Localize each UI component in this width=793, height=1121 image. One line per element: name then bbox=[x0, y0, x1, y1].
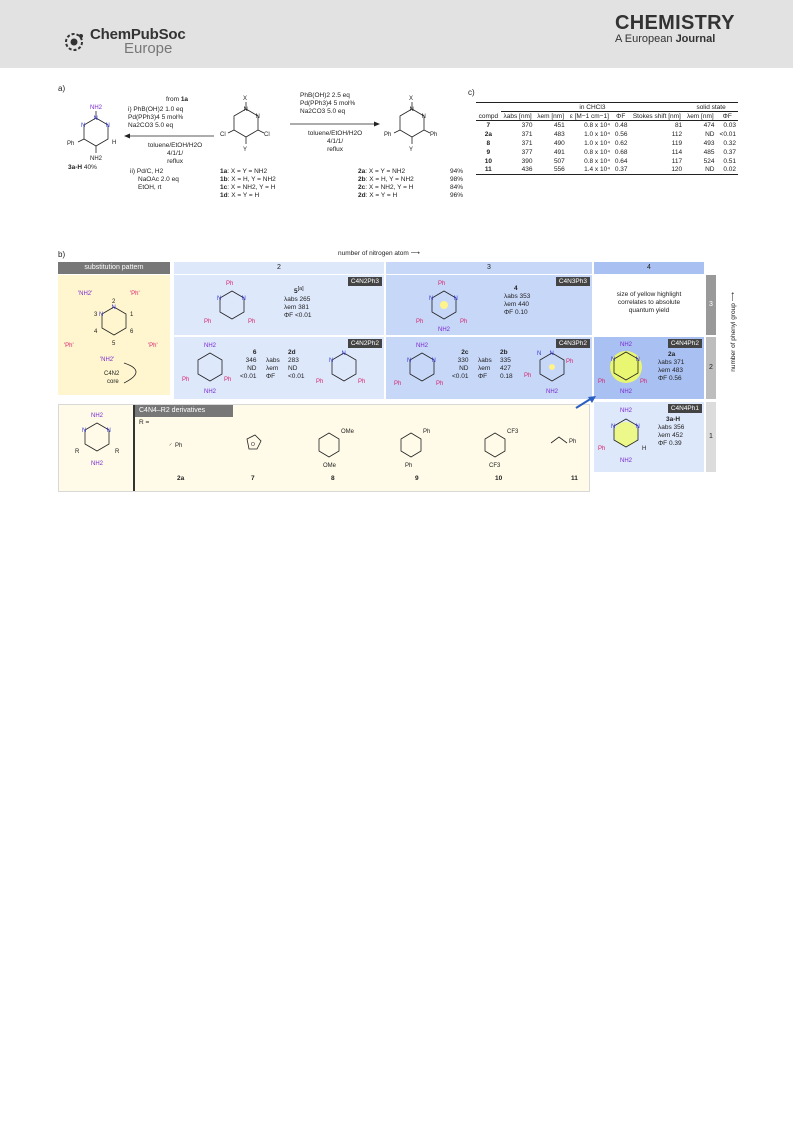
table-cell: 491 bbox=[553, 148, 565, 156]
table-cell: 0.68 bbox=[614, 148, 628, 156]
svg-text:2: 2 bbox=[112, 299, 116, 305]
svg-text:N: N bbox=[82, 428, 87, 434]
table-row bbox=[476, 157, 738, 166]
left-conditions-i: i) PhB(OH)2 1.0 eq Pd(PPh3)4 5 mol% Na2CO3 5.0 eq bbox=[128, 106, 184, 129]
svg-text:Ph: Ph bbox=[316, 379, 324, 385]
svg-text:H: H bbox=[642, 446, 647, 452]
derivative-substituents bbox=[139, 419, 589, 489]
svg-text:Ph: Ph bbox=[438, 281, 446, 287]
r-equals: R = bbox=[139, 419, 150, 426]
core-diagram bbox=[58, 275, 170, 395]
svg-text:Y: Y bbox=[243, 147, 248, 153]
svg-text:N: N bbox=[409, 107, 414, 113]
table-cell: 0.51 bbox=[723, 157, 736, 165]
row-header-2: 2 bbox=[706, 337, 716, 399]
svg-text:Ph: Ph bbox=[416, 319, 424, 325]
deriv-id-8: 8 bbox=[331, 475, 335, 482]
svg-text:Ph: Ph bbox=[67, 141, 75, 147]
table-cell: 0.64 bbox=[614, 157, 628, 165]
svg-text:X: X bbox=[243, 96, 248, 102]
table-cell: 474 bbox=[684, 121, 716, 130]
svg-text:Cl: Cl bbox=[264, 132, 270, 138]
svg-text:Ph: Ph bbox=[394, 381, 402, 387]
svg-text:NH2: NH2 bbox=[204, 389, 217, 395]
svg-text:4: 4 bbox=[94, 329, 98, 335]
table-cell: 0.37 bbox=[723, 148, 736, 156]
row-header-1: 1 bbox=[706, 402, 716, 472]
panel-a-scheme bbox=[58, 84, 468, 249]
chempubsoc-emblem-icon bbox=[62, 30, 86, 54]
journal-header bbox=[0, 0, 793, 68]
svg-text:N: N bbox=[105, 123, 110, 129]
svg-text:OMe: OMe bbox=[341, 429, 355, 435]
table-cell: 114 bbox=[671, 148, 683, 156]
table-cell: 1.0 x 10⁴ bbox=[584, 139, 610, 147]
svg-text:Ph: Ph bbox=[405, 463, 413, 469]
table-cell: 11 bbox=[476, 166, 501, 175]
panel-c-label: c) bbox=[468, 88, 475, 97]
svg-text:N: N bbox=[611, 357, 616, 363]
table-cell: 0.62 bbox=[614, 139, 628, 147]
svg-text:1: 1 bbox=[130, 312, 134, 318]
svg-text:NH2: NH2 bbox=[620, 389, 633, 395]
row-header-3: 3 bbox=[706, 275, 716, 335]
svg-text:Ph: Ph bbox=[248, 319, 256, 325]
svg-text:NH2: NH2 bbox=[204, 343, 217, 349]
molecule-starting-material bbox=[220, 92, 274, 162]
svg-text:N: N bbox=[431, 358, 436, 364]
table-cell: 1.4 x 10⁴ bbox=[567, 166, 612, 175]
svg-text:Ph: Ph bbox=[423, 429, 431, 435]
photophysical-table: in CHCl3 solid state compd λabs [nm] λem [nm] ε [M−1 cm−1] ΦF Stokes shift [nm] λem [nm] ΦF 7 370 451 0.8 x 10⁴ 0.48 81 474 0.03 2a 371 483 1.0 x 10⁴ 0.56 112 ND <0.01 8 371 490 1.0 x 10⁴ 0.62 119 493 0.32 9 377 491 0.8 x 10⁴ 0.68 114 485 0.37 10 390 507 0.8 x 10⁴ 0.64 117 524 0.51 11 436 556 1.4 x 10⁴ 0.37 120 ND 0.02 bbox=[476, 102, 738, 175]
table-cell: 370 bbox=[501, 121, 535, 130]
table-cell: 436 bbox=[501, 166, 535, 175]
table-cell: 524 bbox=[703, 157, 715, 165]
svg-text:Ph: Ph bbox=[430, 132, 438, 138]
cell-c4n2ph3: C4N2Ph3 Ph N N Ph Ph 5[a] λabs 265 λem 381 ΦF <0.01 bbox=[174, 275, 384, 335]
table-cell: 2a bbox=[484, 130, 492, 138]
figure bbox=[58, 84, 738, 514]
table-row bbox=[476, 139, 738, 148]
col-header-2: 2 bbox=[174, 262, 384, 274]
svg-text:Ph: Ph bbox=[358, 379, 366, 385]
svg-text:N: N bbox=[635, 357, 640, 363]
table-cell: 0.03 bbox=[716, 121, 738, 130]
table-cell: 371 bbox=[521, 139, 533, 147]
svg-text:N: N bbox=[341, 351, 346, 357]
left-conditions-ii: ii) Pd/C, H2 NaOAc 2.0 eq EtOH, rt bbox=[130, 168, 179, 191]
svg-text:'Ph': 'Ph' bbox=[148, 343, 158, 349]
table-cell: 485 bbox=[703, 148, 715, 156]
table-cell: 0.37 bbox=[612, 166, 630, 175]
table-cell: 10 bbox=[484, 157, 492, 165]
svg-text:R: R bbox=[115, 449, 120, 455]
svg-text:N: N bbox=[429, 296, 434, 302]
derivatives-panel bbox=[58, 404, 590, 492]
svg-text:Ph: Ph bbox=[640, 379, 648, 385]
publisher-name: ChemPubSoc bbox=[90, 26, 186, 43]
svg-text:N: N bbox=[453, 296, 458, 302]
svg-text:Ph: Ph bbox=[175, 443, 183, 449]
svg-text:N: N bbox=[611, 424, 616, 430]
svg-text:Ph: Ph bbox=[436, 381, 444, 387]
table-cell: 120 bbox=[630, 166, 685, 175]
svg-text:Ph: Ph bbox=[182, 377, 190, 383]
table-cell: ND bbox=[705, 130, 715, 138]
table-cell: 390 bbox=[521, 157, 533, 165]
svg-text:OMe: OMe bbox=[323, 463, 337, 469]
svg-text:CF3: CF3 bbox=[489, 463, 501, 469]
svg-text:N: N bbox=[255, 114, 260, 120]
svg-text:N: N bbox=[106, 428, 111, 434]
svg-text:NH2: NH2 bbox=[620, 458, 633, 464]
svg-text:N: N bbox=[99, 312, 104, 318]
cell-c4n3ph3: C4N3Ph3 Ph N N Ph Ph NH2 4 λabs 353 λem 440 ΦF 0.10 bbox=[386, 275, 592, 335]
left-solvent: toluene/EtOH/H2O 4/1/1/ reflux bbox=[148, 142, 203, 165]
table-row bbox=[476, 166, 738, 175]
molecule-product-2 bbox=[386, 92, 446, 162]
axis-phenyl-label: number of phenyl group ⟶ bbox=[730, 292, 737, 372]
axis-nitrogen-label: number of nitrogen atom ⟶ bbox=[338, 250, 420, 257]
svg-text:'Ph': 'Ph' bbox=[64, 343, 74, 349]
table-cell: 483 bbox=[553, 130, 565, 138]
svg-text:Ph: Ph bbox=[226, 281, 234, 287]
svg-text:N: N bbox=[635, 424, 640, 430]
table-cell: 371 bbox=[521, 130, 533, 138]
svg-text:Ph: Ph bbox=[204, 319, 212, 325]
svg-text:NH2: NH2 bbox=[90, 105, 103, 111]
svg-text:'Ph': 'Ph' bbox=[130, 291, 140, 297]
derivatives-header: C4N4–R2 derivatives bbox=[135, 405, 233, 417]
table-body bbox=[476, 121, 738, 175]
table-cell: 556 bbox=[535, 166, 567, 175]
publisher-region: Europe bbox=[124, 40, 173, 57]
table-row bbox=[476, 130, 738, 139]
svg-text:Ph: Ph bbox=[569, 439, 577, 445]
svg-text:N: N bbox=[329, 358, 334, 364]
svg-text:NH2: NH2 bbox=[620, 408, 633, 414]
svg-text:N: N bbox=[81, 123, 86, 129]
table-cell: 81 bbox=[630, 121, 685, 130]
right-solvent: toluene/EtOH/H2O 4/1/1/ reflux bbox=[308, 130, 363, 153]
svg-text:NH2: NH2 bbox=[620, 342, 633, 348]
svg-text:NH2: NH2 bbox=[546, 389, 559, 395]
legend-note: size of yellow highlight correlates to absolute quantum yield bbox=[594, 275, 704, 335]
table-cell: 8 bbox=[486, 139, 491, 147]
deriv-id-7: 7 bbox=[251, 475, 255, 482]
journal-subtitle: A European Journal bbox=[615, 33, 716, 45]
svg-text:H: H bbox=[112, 140, 117, 146]
svg-text:core: core bbox=[107, 379, 119, 385]
svg-text:Ph: Ph bbox=[460, 319, 468, 325]
product-list: 2a: X = Y = NH2 94% 2b: X = H, Y = NH2 98% 2c: X = NH2, Y = H 84% 2d: X = Y = H 96% bbox=[358, 168, 464, 199]
svg-text:Ph: Ph bbox=[566, 359, 574, 365]
svg-text:3: 3 bbox=[94, 312, 98, 318]
table-cell: 451 bbox=[535, 121, 567, 130]
svg-text:NH2: NH2 bbox=[91, 413, 104, 419]
cell-c4n4ph1: C4N4Ph1 NH2 N N Ph H NH2 3a-H λabs 356 λem 452 ΦF 0.39 bbox=[594, 402, 704, 472]
svg-text:N: N bbox=[421, 114, 426, 120]
table-cell: 377 bbox=[521, 148, 533, 156]
group-solid-state: solid state bbox=[684, 103, 738, 112]
table-cell: 0.32 bbox=[723, 139, 736, 147]
left-reaction-arrow bbox=[124, 132, 214, 140]
table-cell: 117 bbox=[671, 157, 683, 165]
svg-text:O: O bbox=[251, 442, 255, 448]
panel-b-label: b) bbox=[58, 250, 66, 259]
svg-text:NH2: NH2 bbox=[91, 461, 104, 467]
svg-text:6: 6 bbox=[130, 329, 134, 335]
svg-text:N: N bbox=[407, 358, 412, 364]
molecule-c4n4-r2 bbox=[61, 405, 133, 491]
table-cell: 119 bbox=[671, 139, 683, 147]
svg-text:NH2: NH2 bbox=[416, 343, 429, 349]
table-cell: <0.01 bbox=[719, 130, 736, 138]
table-cell: 7 bbox=[476, 121, 501, 130]
svg-text:R: R bbox=[75, 449, 80, 455]
product-3a-h-label: 3a-H 40% bbox=[68, 164, 97, 171]
table-cell: 507 bbox=[553, 157, 565, 165]
deriv-id-10: 10 bbox=[495, 475, 503, 482]
table-cell: 112 bbox=[671, 130, 683, 138]
group-chcl3: in CHCl3 bbox=[501, 103, 684, 112]
table-cell: 490 bbox=[553, 139, 565, 147]
cell-c4n3ph2: C4N3Ph2 NH2 N N Ph Ph 2c 330 ND <0.01 λabs λem ΦF 2b 335 427 0.18 N N Ph Ph NH2 bbox=[386, 337, 592, 399]
publisher-logo bbox=[62, 28, 186, 56]
col-header-4: 4 bbox=[594, 262, 704, 274]
svg-text:N: N bbox=[111, 305, 116, 311]
table-cell: ND bbox=[684, 166, 716, 175]
table-cell: 0.02 bbox=[716, 166, 738, 175]
svg-text:Y: Y bbox=[409, 147, 414, 153]
svg-text:N: N bbox=[217, 296, 222, 302]
svg-text:'NH2': 'NH2' bbox=[100, 357, 115, 363]
svg-text:⸝: ⸝ bbox=[169, 441, 173, 447]
substitution-pattern-header: substitution pattern bbox=[58, 262, 170, 274]
svg-text:N: N bbox=[241, 296, 246, 302]
table-cell: 0.48 bbox=[612, 121, 630, 130]
deriv-id-2a: 2a bbox=[177, 475, 185, 482]
cell-c4n2ph2: C4N2Ph2 NH2 Ph Ph NH2 6 346 ND <0.01 λabs λem ΦF 2d 283 ND <0.01 N N Ph Ph bbox=[174, 337, 384, 399]
journal-logo bbox=[615, 12, 735, 45]
deriv-id-9: 9 bbox=[415, 475, 419, 482]
svg-text:CF3: CF3 bbox=[507, 429, 519, 435]
svg-text:N: N bbox=[93, 116, 98, 122]
table-cell: 9 bbox=[486, 148, 491, 156]
svg-text:Ph: Ph bbox=[598, 446, 606, 452]
svg-text:X: X bbox=[409, 96, 414, 102]
table-cell: 1.0 x 10⁴ bbox=[584, 130, 610, 138]
svg-text:'NH2': 'NH2' bbox=[78, 291, 93, 297]
svg-text:Ph: Ph bbox=[384, 132, 392, 138]
cell-c4n4ph2: C4N4Ph2 NH2 N N Ph Ph NH2 2a λabs 371 λem 483 ΦF 0.56 bbox=[594, 337, 704, 399]
deriv-id-11: 11 bbox=[571, 475, 578, 482]
table-cell: 0.8 x 10⁴ bbox=[567, 121, 612, 130]
right-reagents: PhB(OH)2 2.5 eq Pd(PPh3)4 5 mol% Na2CO3 5.0 eq bbox=[300, 92, 356, 115]
panel-b-grid bbox=[58, 250, 738, 517]
svg-text:Ph: Ph bbox=[224, 377, 232, 383]
svg-text:Ph: Ph bbox=[598, 379, 606, 385]
panel-a-label: a) bbox=[58, 84, 66, 93]
core-box bbox=[58, 275, 170, 395]
table-row bbox=[476, 121, 738, 130]
svg-text:NH2: NH2 bbox=[90, 156, 103, 162]
col-header-3: 3 bbox=[386, 262, 592, 274]
svg-text:N: N bbox=[537, 351, 542, 357]
svg-text:N: N bbox=[243, 107, 248, 113]
table-cell: 0.8 x 10⁴ bbox=[584, 157, 610, 165]
table-cell: 0.56 bbox=[614, 130, 628, 138]
table-cell: 493 bbox=[703, 139, 715, 147]
svg-text:N: N bbox=[549, 351, 554, 357]
table-cell: 0.8 x 10⁴ bbox=[584, 148, 610, 156]
starting-material-list: 1a: X = Y = NH2 1b: X = H, Y = NH2 1c: X = NH2, Y = H 1d: X = Y = H bbox=[220, 168, 276, 199]
svg-text:Ph: Ph bbox=[524, 373, 532, 379]
right-reaction-arrow bbox=[290, 120, 380, 128]
journal-name: CHEMISTRY bbox=[615, 12, 735, 34]
svg-text:Cl: Cl bbox=[220, 132, 226, 138]
from-label: from 1a bbox=[166, 96, 189, 103]
link-arrow-icon bbox=[574, 394, 598, 410]
svg-text:5: 5 bbox=[112, 341, 116, 347]
svg-text:NH2: NH2 bbox=[438, 327, 451, 333]
table-row bbox=[476, 148, 738, 157]
svg-text:C4N2: C4N2 bbox=[104, 371, 120, 377]
